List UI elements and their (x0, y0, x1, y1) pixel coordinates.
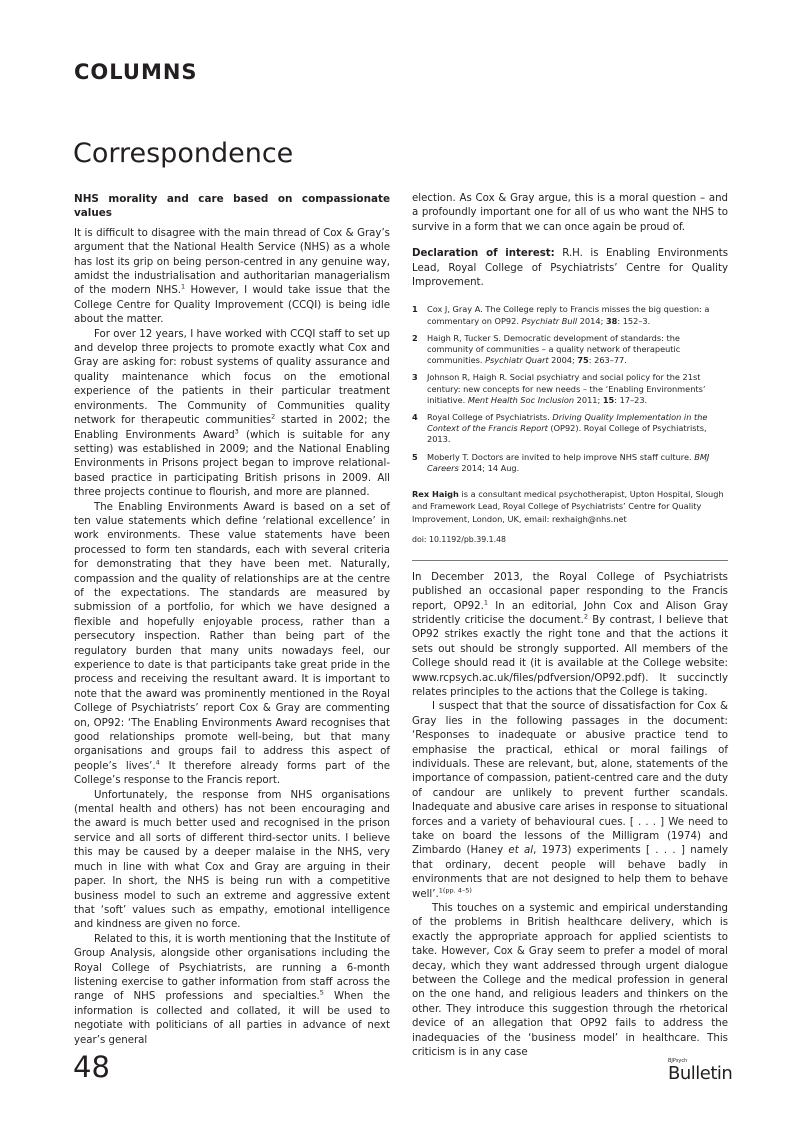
article-paragraph-1: It is difficult to disagree with the main thread of Cox & Gray’s argument that the National Health Service (NHS) as a whole has lost its grip on being person-centred in any genuine way, amidst the industrialisation and authoritarian managerialism of the modern NHS.$^1$ However, I would take issue that the College Centre for Quality Improvement (CCQI) is being idle about the matter. (74, 227, 390, 326)
right-column (412, 192, 728, 1061)
citation-1-pages[interactable]: 1(pp. 4–5) (438, 886, 472, 895)
citation-2[interactable]: 2 (583, 612, 588, 621)
citation-3[interactable]: 3 (234, 427, 239, 436)
bjpsych-bulletin-logo (668, 1058, 733, 1084)
reference-list (412, 304, 728, 474)
article-paragraph-2: For over 12 years, I have worked with CCQI staff to set up and develop three projects to promote exactly what Cox and Gray are asking for: robust systems of quality assurance and quality maintenance which focus on the emotional experience of the patients in their particular treatment environments. The Community of Communities quality network for therapeutic communities$^2$ started in 2002; the Enabling Environments Award$^3$ (which is suitable for any setting) was established in 2009; and the National Enabling Environments in Prisons project began to improve relational-based practice in participating British prisons in 2009. All three projects continue to flourish, and more are planned. (74, 328, 390, 499)
citation-1[interactable]: 1 (483, 598, 489, 607)
left-column (74, 192, 390, 1048)
article-paragraph-3: The Enabling Environments Award is based on a set of ten value statements which define ‘relational excellence’ in work environments. These value statements have been processed to form ten standards, each with several criteria for demonstrating that they have been met. Naturally, compassion and the quality of relationships are at the centre of the expectations. The standards are measured by submission of a portfolio, for which we have designed a flexible and hopefully enjoyable process, rather than a persecutory inspection. Rather than being part of the regulatory burden that many units nowadays feel, our experience to date is that participants take great pride in the process and receiving the resultant award. It is important to note that the award was prominently mentioned in the Royal College of Psychiatrists’ report Cox & Gray are commenting on, OP92: ‘The Enabling Environments Award recognises that good relationships promote well-being, but that many organisations and groups fail to address this aspect of people’s lives’.$^4$ It therefore already forms part of the College’s response to the Francis report. (74, 501, 390, 787)
reference-item: 1 Cox J, Gray A. The College reply to Francis misses the big question: a commentary on OP92. Psychiatr Bull 2014; 38: 152–3. (412, 304, 710, 326)
article-paragraph-5: Related to this, it is worth mentioning that the Institute of Group Analysis, alongside other organisations including the Royal College of Psychiatrists, are running a 6-month listening exercise to gather information from staff across the range of NHS professions and specialties.$^5$ When the information is collected and collated, it will be used to negotiate with politicians of all parties in advance of next year’s general (74, 933, 391, 1046)
reference-item: 5 Moberly T. Doctors are invited to help improve NHS staff culture. BMJ Careers 2014; 14 Aug. (412, 451, 710, 473)
author-bio: Rex Haigh is a consultant medical psychotherapist, Upton Hospital, Slough and Framework Lead, Royal College of Psychiatrists’ Centre for Quality Improvement, London, UK, email: rexhaigh@nhs.net (412, 489, 724, 524)
reference-item: 4 Royal College of Psychiatrists. Driving Quality Implementation in the Context of the Francis Report (OP92). Royal College of Psychiatrists, 2013. (412, 412, 708, 445)
reference-item: 3 Johnson R, Haigh R. Social psychiatry and social policy for the 21st century: new concepts for new needs – the ‘Enabling Environments’ initiative. Ment Health Soc Inclusion 2011; 15: 17–23. (412, 372, 706, 405)
logo-small-text: BJPsych (668, 1058, 688, 1064)
article-heading: NHS morality and care based on compassionate values (74, 193, 390, 220)
letter-paragraph-3: This touches on a systemic and empirical understanding of the problems in British healthcare delivery, which is exactly the appropriate approach for applied scientists to take. However, Cox & Gray seem to prefer a model of moral decay, which they want addressed through urgent dialogue between the College and the medical profession in general on the one hand, and religious leaders and thinkers on the other. They introduce this suggestion through the rhetorical device of an allegation that OP92 fails to address the inadequacies of the ‘business model’ in healthcare. This criticism is in any case (412, 903, 728, 1059)
letter-paragraph-1: In December 2013, the Royal College of Psychiatrists published an occasional paper responding to the Francis report, OP92.$^1$ In an editorial, John Cox and Alison Gray stridently criticise the document.$^2$ By contrast, I believe that OP92 strikes exactly the right tone and that the actions it sets out should be strongly supported. All members of the College should read it (it is available at the College website: www.rcpsych.ac.uk/files/pdfversion/OP92.pdf). It succinctly relates principles to the actions that the College is taking. (412, 571, 729, 698)
citation-4[interactable]: 4 (155, 758, 160, 767)
page-title: Correspondence (73, 138, 294, 169)
doi[interactable]: doi: 10.1192/pb.39.1.48 (412, 535, 506, 545)
citation-2[interactable]: 2 (271, 412, 276, 421)
citation-1[interactable]: 1 (181, 283, 186, 292)
article-paragraph-6: election. As Cox & Gray argue, this is a moral question – and a profoundly important one for all of us who want the NHS to survive in a form that we can once again be proud of. (412, 193, 728, 233)
citation-5[interactable]: 5 (319, 988, 324, 997)
page-number: 48 (73, 1050, 110, 1084)
section-divider (412, 560, 728, 561)
reference-item: 2 Haigh R, Tucker S. Democratic development of standards: the community of communities – a quality network of therapeutic communities. Psychiatr Quart 2004; 75: 263–77. (412, 332, 681, 366)
declaration-of-interest: Declaration of interest: R.H. is Enabling Environments Lead, Royal College of Psychiatrists’ Centre for Quality Improvement. (412, 248, 728, 289)
article-paragraph-4: Unfortunately, the response from NHS organisations (mental health and others) has not been encouraging and the award is much better used and recognised in the prison service and all sorts of different third-sector units. I believe this may be caused by a deeper malaise in the NHS, very much in line with what Cox and Gray are arguing in their paper. In short, the NHS is being run with a competitive business model to such an extreme and aggressive extent that ‘soft’ values such as empathy, emotional intelligence and kindness are given no force. (74, 789, 390, 931)
section-label: COLUMNS (74, 60, 198, 84)
logo-main-text: Bulletin (668, 1063, 733, 1084)
letter-paragraph-2: I suspect that that the source of dissatisfaction for Cox & Gray lies in the following passages in the document: ‘Responses to inadequate or abusive practice tend to emphasise the practical, ethical or moral failings of individuals. These are relevant, but, alone, statements of the importance of compassion, patient-centred care and the duty of candour are unlikely to prevent further scandals. Inadequate and abusive care arises in response to situational forces and a variety of behavioural cues. [ . . . ] We need to take on board the lessons of the Milligram (1974) and Zimbardo (Haney et al, 1973) experiments [ . . . ] namely that ordinary, decent people will behave badly in environments that are not designed to help them to behave well’.$^{1(pp. 4-5)}$ (412, 701, 728, 900)
